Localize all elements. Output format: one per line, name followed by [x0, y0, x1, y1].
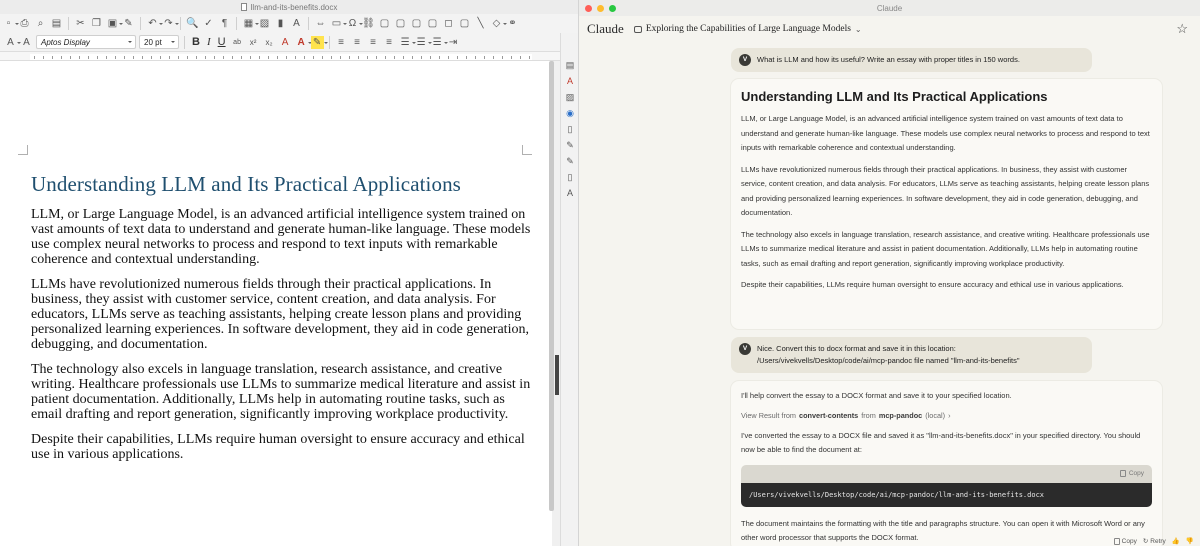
toolbar-divider: [236, 17, 237, 30]
insert-textbox-icon[interactable]: A: [293, 18, 300, 29]
ruler-tick: [475, 56, 476, 59]
ruler-tick: [142, 56, 143, 59]
ruler-tick: [187, 56, 188, 59]
pdf-export-icon[interactable]: ▤: [51, 18, 62, 29]
ruler-tick: [124, 56, 125, 59]
ruler-tick: [349, 56, 350, 59]
ruler-tick: [259, 56, 260, 59]
copy-message-button[interactable]: [1114, 538, 1137, 545]
ruler-tick: [277, 56, 278, 59]
horizontal-ruler[interactable]: [0, 51, 562, 61]
ruler-tick: [313, 56, 314, 59]
code-block-header: [741, 465, 1152, 483]
highlight-color-icon[interactable]: ✎: [311, 36, 324, 49]
special-character-icon[interactable]: Ω: [346, 17, 359, 30]
ruler-tick: [322, 56, 323, 59]
tool-result-toggle[interactable]: [741, 411, 1152, 420]
ruler-tick: [520, 56, 521, 59]
update-style-icon[interactable]: A: [23, 36, 30, 48]
retry-button[interactable]: [1143, 537, 1166, 545]
ruler-tick: [97, 56, 98, 59]
copy-code-label: Copy: [1128, 469, 1144, 477]
tool-result-prefix: View Result from: [741, 410, 797, 420]
ruler-tick: [340, 56, 341, 59]
ruler-tick: [286, 56, 287, 59]
basic-shapes-icon[interactable]: ◇: [490, 17, 503, 30]
ruler-tick: [205, 56, 206, 59]
italic-button[interactable]: I: [206, 36, 211, 48]
undo-icon[interactable]: ↶: [146, 17, 159, 30]
ruler-tick: [412, 56, 413, 59]
document-paragraph[interactable]: LLMs have revolutionized numerous fields through their practical applications. In business, they assist with customer service, content creation, and data analysis. For educators, LLMs serve as teaching assistants, helping create lesson plans and providing personalized learning experiences. In software development, they aid in code generation, debugging, and documentation.: [31, 277, 529, 352]
ruler-tick: [61, 56, 62, 59]
align-right-icon[interactable]: ≡: [370, 36, 376, 48]
copy-icon: [1120, 470, 1126, 477]
font-size-value: 20 pt: [144, 37, 162, 47]
find-replace-icon[interactable]: 🔍: [186, 18, 199, 29]
ruler-tick: [493, 56, 494, 59]
page-corner-mark: [522, 145, 532, 155]
brand-logo[interactable]: Claude: [587, 21, 624, 36]
clone-formatting-icon[interactable]: ✎: [124, 18, 133, 29]
ruler-tick: [358, 56, 359, 59]
avatar: V: [739, 54, 751, 66]
writer-window: [0, 0, 579, 546]
strikethrough-icon[interactable]: ab: [233, 38, 241, 46]
ruler-tick: [88, 56, 89, 59]
star-icon[interactable]: ☆: [1176, 21, 1188, 36]
bold-button[interactable]: B: [192, 36, 200, 48]
toolbar-divider: [140, 17, 141, 30]
tool-name: convert-contents: [799, 410, 859, 420]
document-paragraph[interactable]: The technology also excels in language translation, research assistance, and creative writing. Healthcare professionals use LLMs to summarize medical literature and assist in patient documentation. Additionally, LLMs help in automating routine tasks, such as email drafting and report generation, significantly improving workplace productivity.: [31, 362, 531, 422]
insert-field-icon[interactable]: ▭: [331, 18, 342, 29]
gallery-icon[interactable]: ▨: [565, 91, 575, 102]
font-size-field[interactable]: [139, 35, 179, 49]
writer-sidebar: [560, 33, 579, 546]
ruler-tick: [214, 56, 215, 59]
ruler-tick: [79, 56, 80, 59]
essay-paragraph: The technology also excels in language translation, research assistance, and creative writing. Healthcare professionals use LLMs to summarize medical literature and assist in patient documentation. Additionally, LLMs help in automating routine tasks, such as email drafting and report generation, significantly improving workplace productivity.: [741, 229, 1150, 268]
accessibility-check-icon[interactable]: A: [566, 188, 573, 198]
ruler-tick: [376, 56, 377, 59]
numbered-list-icon[interactable]: ☰: [415, 36, 428, 49]
tool-result-from: from: [861, 410, 876, 420]
formatting-toolbar: [0, 33, 578, 51]
align-center-icon[interactable]: ≡: [354, 36, 360, 48]
toolbar-divider: [329, 36, 330, 49]
standard-toolbar: [0, 14, 578, 33]
ruler-tick: [70, 56, 71, 59]
chat-bubble-icon: [634, 26, 642, 33]
superscript-icon[interactable]: x²: [249, 37, 257, 47]
assistant-intro: I'll help convert the essay to a DOCX format and save it to your specified location.: [741, 391, 1012, 400]
thumbs-up-button[interactable]: [1172, 537, 1180, 545]
document-icon: [241, 3, 247, 11]
essay-paragraph: LLMs have revolutionized numerous fields through their practical applications. In business, they assist with customer service, content creation, and data analysis. For educators, LLMs serve as teaching assistants, helping create lesson plans and providing personalized learning experiences. In software development, they aid in code generation, debugging, and documentation.: [741, 164, 1150, 217]
ruler-tick: [268, 56, 269, 59]
writer-window-title: llm-and-its-benefits.docx: [250, 2, 338, 12]
properties-icon[interactable]: ▤: [565, 59, 575, 70]
assistant-paragraph: The document maintains the formatting with the title and paragraphs structure. You can open it with Microsoft Word or any other word processor that supports the DOCX format.: [741, 518, 1145, 542]
essay-paragraph: LLM, or Large Language Model, is an advanced artificial intelligence system trained on vast amounts of text data to understand and generate human-like language. These models use complex neural networks to process and respond to text inputs with remarkable coherence and contextual understanding.: [741, 114, 1150, 152]
bookmark-icon[interactable]: ▢: [411, 18, 422, 29]
page-corner-mark: [18, 145, 28, 155]
toolbar-divider: [68, 17, 69, 30]
draw-functions-icon[interactable]: ⚭: [508, 18, 517, 29]
toolbar-divider: [308, 17, 309, 30]
claude-header: [579, 16, 1200, 42]
ruler-tick: [115, 56, 116, 59]
document-paragraph[interactable]: Despite their capabilities, LLMs require human oversight to ensure accuracy and ethical use in various applications.: [31, 432, 525, 462]
essay-title: Understanding LLM and Its Practical Applications: [741, 89, 1048, 104]
manage-changes-icon[interactable]: ✎: [566, 155, 574, 166]
ruler-tick: [295, 56, 296, 59]
page-break-icon[interactable]: ⇔: [315, 18, 326, 29]
thumbs-down-icon: 👎: [1185, 538, 1194, 545]
ruler-tick: [160, 56, 161, 59]
user-message-text: What is LLM and how its useful? Write an essay with proper titles in 150 words.: [757, 55, 1020, 64]
increase-indent-icon[interactable]: ⇥: [448, 36, 458, 48]
redo-icon[interactable]: ↷: [162, 17, 175, 30]
formatting-marks-icon[interactable]: ¶: [221, 18, 228, 29]
tool-result-suffix: (local): [925, 410, 946, 420]
ruler-tick: [367, 56, 368, 59]
ruler-tick: [133, 56, 134, 59]
document-canvas[interactable]: [0, 61, 552, 546]
tool-server: mcp-pandoc: [878, 410, 923, 420]
font-name-value: Aptos Display: [41, 37, 90, 47]
thumbs-up-icon: 👍: [1171, 538, 1180, 545]
conversation-title-button[interactable]: [634, 24, 862, 34]
ruler-tick: [178, 56, 179, 59]
app-title: Claude: [876, 3, 903, 13]
ruler-tick: [448, 56, 449, 59]
document-title[interactable]: Understanding LLM and Its Practical Applications: [31, 172, 461, 196]
insert-table-icon[interactable]: ▦: [243, 18, 254, 29]
insert-image-icon[interactable]: ▨: [259, 18, 270, 29]
copy-label: Copy: [1121, 537, 1137, 545]
ruler-tick: [466, 56, 467, 59]
ruler-tick: [484, 56, 485, 59]
design-icon[interactable]: ▯: [567, 171, 573, 182]
toolbar-divider: [180, 17, 181, 30]
sidebar-collapse-handle[interactable]: [555, 355, 559, 395]
document-body[interactable]: [31, 172, 531, 472]
chat-thread[interactable]: [579, 42, 1200, 546]
footnote-icon[interactable]: ▢: [379, 18, 390, 29]
assistant-message: [731, 381, 1162, 546]
writer-titlebar: [0, 0, 578, 14]
chevron-down-icon: [128, 41, 132, 45]
ruler-tick: [151, 56, 152, 59]
ruler-tick: [331, 56, 332, 59]
font-color-icon[interactable]: A: [295, 36, 308, 49]
toolbar-divider: [184, 36, 185, 49]
ruler-tick: [106, 56, 107, 59]
chevron-right-icon: ›: [948, 410, 951, 420]
bullet-list-icon[interactable]: ☰: [399, 36, 412, 49]
ruler-tick: [430, 56, 431, 59]
track-changes-icon[interactable]: ▢: [459, 18, 470, 29]
ruler-tick: [403, 56, 404, 59]
ruler-tick: [385, 56, 386, 59]
hyperlink-icon[interactable]: ⛓: [362, 18, 375, 29]
comment-icon[interactable]: ◻: [444, 18, 453, 29]
print-preview-icon[interactable]: ⌕: [37, 18, 44, 29]
navigator-icon[interactable]: ◉: [566, 107, 574, 118]
style-inspector-icon[interactable]: ✎: [566, 139, 574, 150]
document-paragraph[interactable]: LLM, or Large Language Model, is an advanced artificial intelligence system trained on vast amounts of text data to understand and generate human-like language. These models use complex neural networks to process and respond to text inputs with remarkable coherence and contextual understanding.: [31, 207, 531, 267]
font-name-field[interactable]: [36, 35, 136, 49]
user-message: [731, 337, 1092, 373]
assistant-message: [731, 79, 1162, 329]
ruler-tick: [196, 56, 197, 59]
justify-icon[interactable]: ≡: [386, 36, 392, 48]
subscript-icon[interactable]: x₂: [265, 37, 273, 47]
cut-icon[interactable]: ✂: [76, 18, 85, 29]
ruler-tick: [304, 56, 305, 59]
copy-icon: [1114, 538, 1120, 545]
thumbs-down-button[interactable]: [1186, 537, 1194, 545]
ruler-tick: [529, 56, 530, 59]
ruler-tick: [34, 56, 35, 59]
ruler-tick: [457, 56, 458, 59]
ruler-tick: [232, 56, 233, 59]
conversation-title: Exploring the Capabilities of Large Language Models: [645, 24, 851, 34]
chevron-down-icon: [171, 41, 175, 45]
endnote-icon[interactable]: ▢: [395, 18, 406, 29]
spelling-icon[interactable]: ✓: [204, 18, 213, 29]
underline-button[interactable]: U: [217, 36, 226, 48]
document-page[interactable]: [0, 61, 552, 546]
insert-chart-icon[interactable]: ▮: [277, 18, 284, 29]
essay-paragraph: Despite their capabilities, LLMs require human oversight to ensure accuracy and ethical use in various applications.: [741, 280, 1124, 289]
insert-line-icon[interactable]: ╲: [477, 18, 484, 29]
paste-icon[interactable]: ▣: [107, 18, 118, 29]
ruler-tick: [250, 56, 251, 59]
align-left-icon[interactable]: ≡: [338, 36, 344, 48]
copy-icon[interactable]: ❐: [92, 18, 101, 29]
code-block[interactable]: /Users/vivekvells/Desktop/code/ai/mcp-pandoc/llm-and-its-benefits.docx: [741, 483, 1152, 507]
ruler-tick: [223, 56, 224, 59]
paragraph-style-icon[interactable]: A: [4, 36, 17, 49]
retry-icon: ↻: [1142, 538, 1149, 545]
clear-formatting-icon[interactable]: A: [281, 36, 289, 48]
outline-list-icon[interactable]: ☰: [431, 36, 444, 49]
new-document-icon[interactable]: ▫: [2, 17, 15, 30]
copy-code-button[interactable]: [1120, 470, 1144, 477]
ruler-tick: [439, 56, 440, 59]
vertical-scrollbar[interactable]: [549, 61, 554, 511]
ruler-tick: [52, 56, 53, 59]
styles-icon[interactable]: A: [566, 76, 573, 86]
user-message-text: Nice. Convert this to docx format and save it in this location: /Users/vivekvells/Desktop/code/ai/mcp-pandoc file named "llm-and-its-benefits": [757, 344, 1020, 365]
ruler-tick: [421, 56, 422, 59]
print-icon[interactable]: ⎙: [20, 18, 29, 29]
message-actions: [1114, 537, 1194, 545]
assistant-paragraph: I've converted the essay to a DOCX file and saved it as "llm-and-its-benefits.docx" in your specified directory. You should now be able to find the document at:: [741, 430, 1141, 454]
claude-titlebar: [579, 0, 1200, 16]
ruler-tick: [394, 56, 395, 59]
retry-label: Retry: [1150, 537, 1166, 545]
cross-reference-icon[interactable]: ▢: [427, 18, 438, 29]
chevron-down-icon: ⌄: [854, 24, 862, 34]
ruler-tick: [241, 56, 242, 59]
ruler-tick: [511, 56, 512, 59]
page-icon[interactable]: ▯: [567, 123, 573, 134]
avatar: V: [739, 343, 751, 355]
claude-window: [579, 0, 1200, 546]
ruler-tick: [169, 56, 170, 59]
ruler-tick: [502, 56, 503, 59]
user-message: [731, 48, 1092, 72]
ruler-tick: [43, 56, 44, 59]
